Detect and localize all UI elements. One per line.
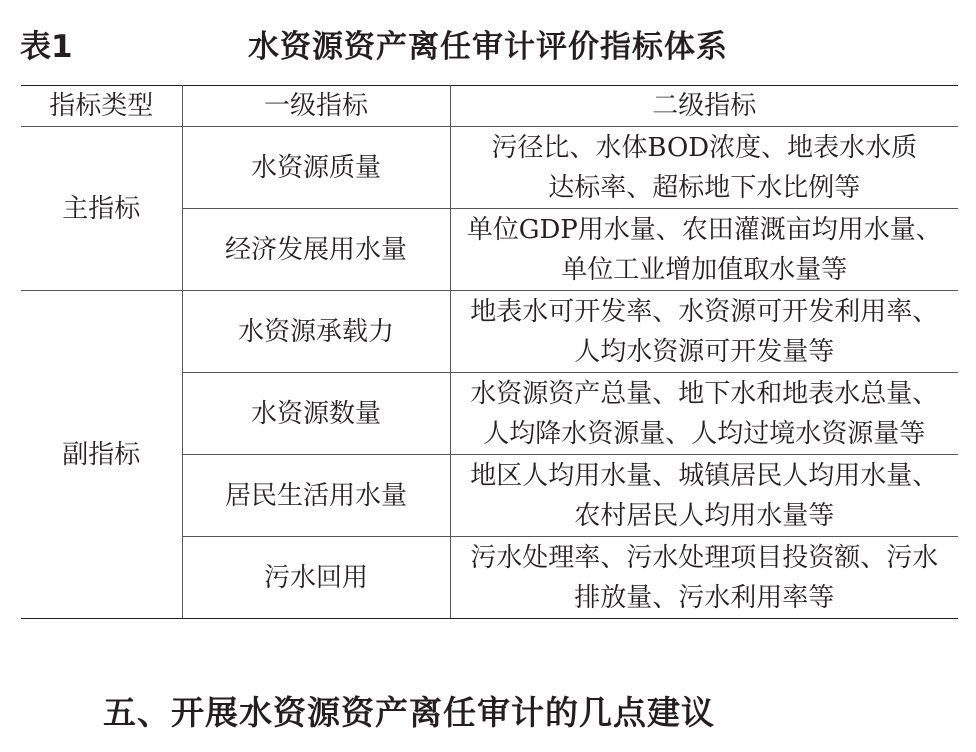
header-indicator-type: 指标类型 [21, 86, 182, 127]
indicator-type-cell: 主指标 [21, 127, 182, 291]
primary-indicator-cell: 居民生活用水量 [182, 455, 450, 537]
secondary-line: 水资源资产总量、地下水和地表水总量、 [470, 378, 939, 409]
header-primary-indicator: 一级指标 [182, 86, 450, 127]
secondary-line: 单位GDP用水量、农田灌溉亩均用水量、 [466, 214, 942, 245]
secondary-indicator-cell [450, 209, 958, 291]
secondary-indicator-cell [450, 455, 958, 537]
indicator-type-cell: 副指标 [21, 291, 182, 619]
table-caption [20, 22, 960, 72]
table-header-row [21, 86, 958, 127]
table-label: 表1 [20, 29, 73, 65]
primary-indicator-cell: 污水回用 [182, 537, 450, 619]
secondary-line: 排放量、污水利用率等 [574, 582, 835, 613]
secondary-line: 地区人均用水量、城镇居民人均用水量、 [470, 460, 939, 491]
table-row [21, 127, 958, 209]
secondary-line: 地表水可开发率、水资源可开发利用率、 [470, 296, 939, 327]
secondary-indicator-cell [450, 537, 958, 619]
indicator-table [21, 85, 958, 619]
secondary-indicator-cell [450, 291, 958, 373]
secondary-line: 单位工业增加值取水量等 [561, 254, 848, 285]
secondary-indicator-cell [450, 127, 958, 209]
primary-indicator-cell: 经济发展用水量 [182, 209, 450, 291]
primary-indicator-cell: 水资源数量 [182, 373, 450, 455]
secondary-line: 污径比、水体BOD浓度、地表水水质 [491, 132, 918, 163]
table-title: 水资源资产离任审计评价指标体系 [248, 29, 728, 65]
header-secondary-indicator: 二级指标 [450, 86, 958, 127]
primary-indicator-cell: 水资源承载力 [182, 291, 450, 373]
secondary-line: 农村居民人均用水量等 [574, 500, 835, 531]
section-heading: 五、开展水资源资产离任审计的几点建议 [103, 693, 715, 732]
table-row [21, 291, 958, 373]
secondary-line: 人均水资源可开发量等 [574, 336, 835, 367]
primary-indicator-cell: 水资源质量 [182, 127, 450, 209]
secondary-line: 达标率、超标地下水比例等 [548, 172, 861, 203]
secondary-line: 污水处理率、污水处理项目投资额、污水 [470, 542, 939, 573]
secondary-indicator-cell [450, 373, 958, 455]
secondary-line: 人均降水资源量、人均过境水资源量等 [483, 418, 926, 449]
